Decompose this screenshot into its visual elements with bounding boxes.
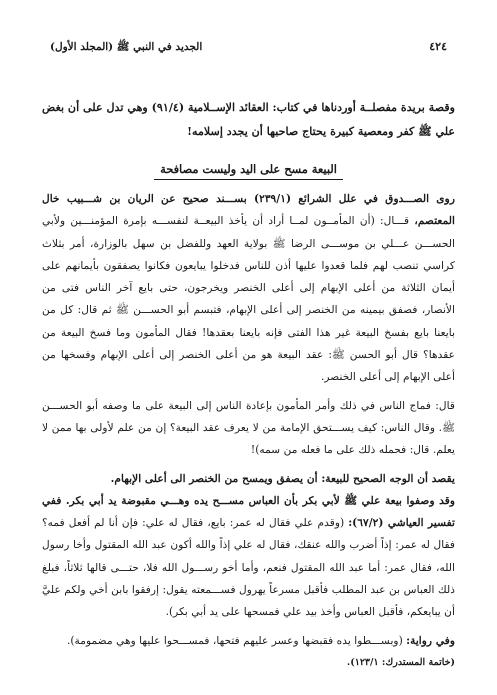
intro-paragraph: وقصة بريدة مفصلــة أوردناها في كتاب: العقائد الإســلامية (٩١/٤) وهي تدل على أن بغض علي ﷺ كفر ومعصية كبيرة يحتاج صاحبها أن يجدد إسلامه! [42,101,455,138]
abbas-paragraph [42,490,455,624]
narration-variant-paragraph [42,630,455,652]
section-heading-wrap [42,158,455,180]
page-number: ٤٢٤ [429,40,447,53]
section-heading: البيعة مسح على اليد وليست مصافحة [154,162,343,180]
outcome-paragraph: قال: فماج الناس في ذلك وأمر المأمون بإعادة الناس إلى البيعة على ما وصفه أبو الحســـن ﷺ. وقال الناس: كيف يســـتحق الإمامة من لا يعرف عقد البيعة؟ إن من علم لأولى بها ممن لا يعلم. قال: فحمله ذلك على ما فعله من سمه)! [42,398,455,457]
narration-body: قـــال: (أن المأمــون لمــا أراد أن يأخذ البيعــة لنفســـه بإمرة المؤمنـــين ولأبي الحســـن عـــلي بن موســـى الرضا ﷺ بولاية العهد وللفضل بن سهل بالوزارة، أمر بثلاث كراسي تنصب لهم فلما قعدوا عليها أذن للناس فدخلوا يبايعون فكانوا يصفقون بأيمانهم على أيمان الثلاثة من أعلى الإبهام إلى أعلى الخنصر ويخرجون، حتى بايع آخر الناس فتى من الأنصار، فصفق بيمينه من الخنصر إلى أعلى الإبهام، فتبسم أبو الحســـن ﷺ ثم قال: كل من بايعنا بايع بفسخ البيعة غير هذا الفتى فإنه بايعنا بعقدها! فقال المأمون وما فسخ البيعة من عقدها؟ قال أبو الحسن ﷺ: عقد البيعة هو من أعلى الخنصر إلى أعلى الإبهام وفسخها من أعلى الإبهام إلى أعلى الخنصر. [42,214,455,384]
explanation-paragraph: يقصد أن الوجه الصحيح للبيعة: أن يصفق ويمسح من الخنصر الى أعلى الإبهام. [110,471,455,485]
source-footnote: (خاتمة المستدرك: ١٢٣/١). [346,656,455,668]
abbas-body: (وقدم علي فقال له عمر: بايع، فقال له علي: فإن أنا لم أفعل فمه؟ فقال له عمر: إذاً أضرب والله عنقك، فقال له علي إذاً والله أكون عبد الله المقتول وأخا رسول الله، فقال عمر: أما عبد الله المقتول فنعم، وأما أخو رســـول الله فلا، حتـــى قالها ثلاثاً، فبلغ ذلك العباس بن عبد المطلب فأقبل مسرعاً يهرول فســـمعته يقول: إرفقوا بابن أخي ولكم عليَّ أن يبايعكم، فأقبل العباس وأخذ بيد علي فمسحها على يد أبي بكر). [42,516,455,619]
variant-body: (وبســـطوا يده فقبضها وعسر عليهم فتحها، فمســـحوا عليها وهي مضمومة). [66,633,407,647]
page-header [50,40,447,56]
variant-lead: وفي رواية: [406,633,455,647]
narration-lead: روى الصـــدوق في علل الشرائع (٢٣٩/١) بســـند صحيح عن الريان بن شـــبيب خال المعتصم، [42,192,455,228]
running-title: الجديد في النبي ﷺ (المجلد الأول) [50,41,203,53]
abbas-lead: وقد وصفوا بيعة علي ﷺ لأبي بكر بأن العباس مســـح يده وهـــي مقبوضة يد أبي بكر. ففي تفسير العياشي (٦٧/٢): [42,493,455,530]
page-body [42,96,455,672]
narration-paragraph [42,188,455,389]
